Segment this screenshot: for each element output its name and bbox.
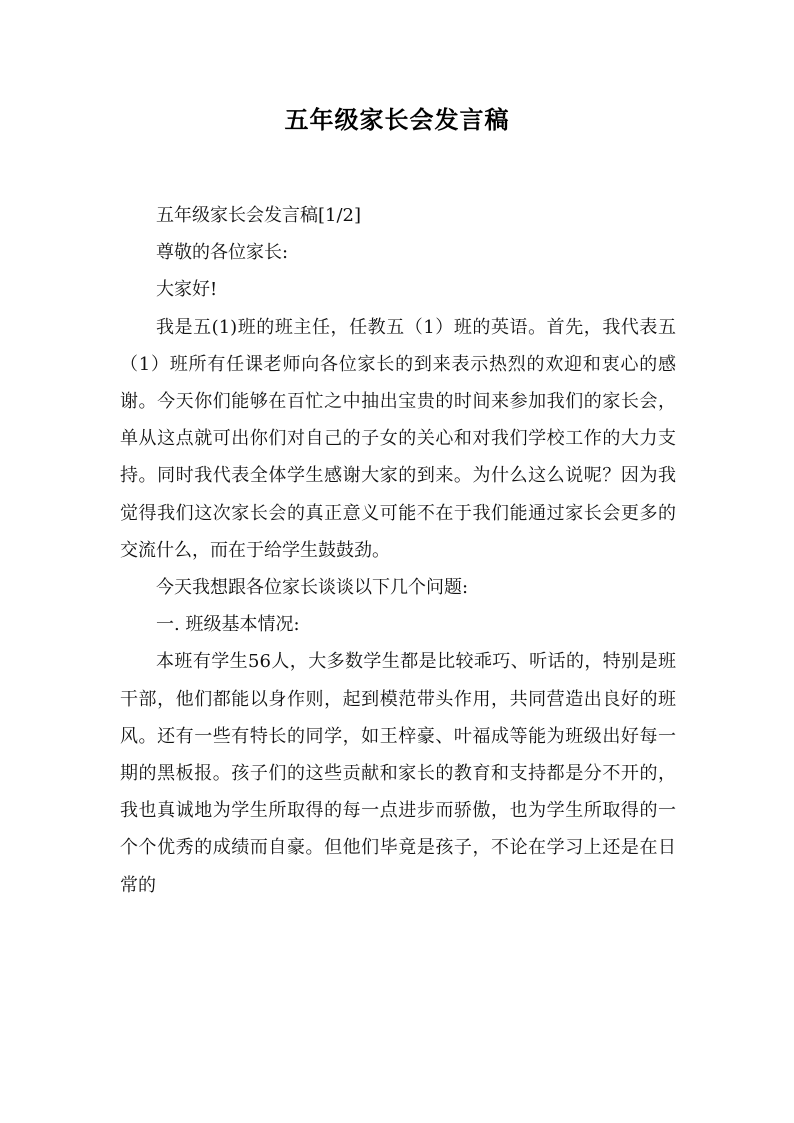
paragraph-salutation: 尊敬的各位家长: <box>156 242 289 264</box>
paragraph-topics-intro: 今天我想跟各位家长谈谈以下几个问题: <box>156 577 469 599</box>
document-body <box>120 197 676 904</box>
section-heading-class-overview: 一. 班级基本情况: <box>156 614 300 636</box>
paragraph-introduction: 我是五(1)班的班主任，任教五（1）班的英语。首先，我代表五（1）班所有任课老师向各位家长的到来表示热烈的欢迎和衷心的感谢。今天你们能够在百忙之中抽出宝贵的时间来参加我们的家长会，单从这点就可出你们对自己的子女的关心和对我们学校工作的大力支持。同时我代表全体学生感谢大家的到来。为什么这么说呢？因为我觉得我们这次家长会的真正意义可能不在于我们能通过家长会更多的交流什么，而在于给学生鼓鼓劲。 <box>120 316 676 561</box>
paragraph-class-overview: 本班有学生56人，大多数学生都是比较乖巧、听话的，特别是班干部，他们都能以身作则，起到模范带头作用，共同营造出良好的班风。还有一些有特长的同学，如王梓豪、叶福成等能为班级出好每一期的黑板报。孩子们的这些贡献和家长的教育和支持都是分不开的，我也真诚地为学生所取得的每一点进步而骄傲，也为学生所取得的一个个优秀的成绩而自豪。但他们毕竟是孩子，不论在学习上还是在日常的 <box>120 651 676 896</box>
paragraph-greeting: 大家好! <box>156 279 218 301</box>
document-title: 五年级家长会发言稿 <box>284 106 510 134</box>
paragraph-subtitle: 五年级家长会发言稿[1/2] <box>156 205 362 226</box>
